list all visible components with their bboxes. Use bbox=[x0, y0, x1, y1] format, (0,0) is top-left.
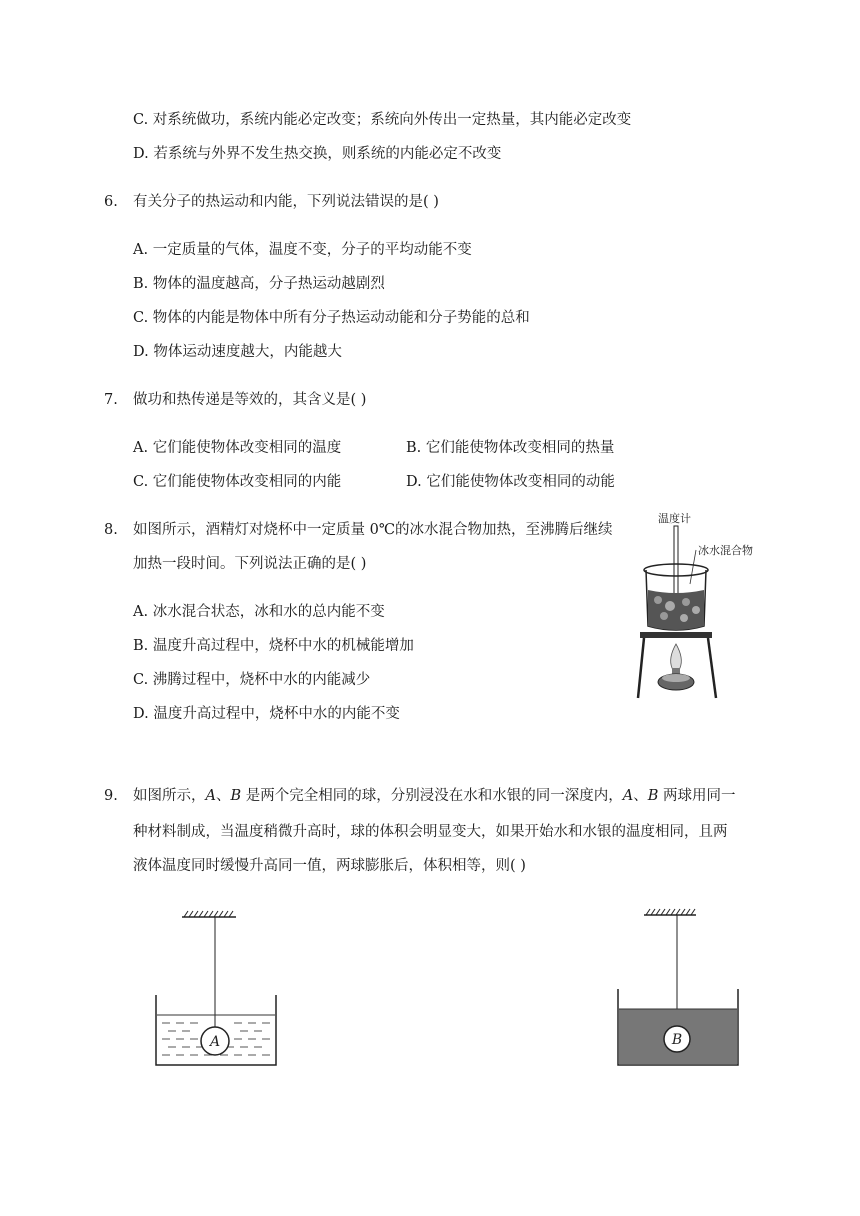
q8-stem-line2: 加热一段时间。下列说法正确的是( ) bbox=[133, 556, 367, 572]
q7-option-a: A. 它们能使物体改变相同的温度 bbox=[133, 440, 342, 456]
q8-option-d: D. 温度升高过程中，烧杯中水的内能不变 bbox=[133, 706, 400, 722]
q6-option-d: D. 物体运动速度越大，内能越大 bbox=[133, 344, 342, 360]
q8-figure-label-mixture: 冰水混合物 bbox=[698, 544, 753, 557]
q8-figure-beaker-lamp bbox=[630, 508, 770, 708]
q9-stem-sep: 、 bbox=[633, 788, 648, 804]
q9-stem-part: 是两个完全相同的球，分别浸没在水和水银的同一深度内， bbox=[241, 788, 623, 804]
q8-number: 8. bbox=[104, 522, 118, 538]
q9-stem-var-b: B bbox=[647, 788, 659, 804]
q7-option-c: C. 它们能使物体改变相同的内能 bbox=[133, 474, 342, 490]
q9-stem-line3: 液体温度同时缓慢升高同一值，两球膨胀后，体积相等，则( ) bbox=[133, 858, 526, 874]
q5-option-c: C. 对系统做功，系统内能必定改变；系统向外传出一定热量，其内能必定改变 bbox=[133, 112, 632, 128]
q9-stem-sep: 、 bbox=[215, 788, 231, 804]
q9-ball-a-label: A bbox=[209, 1034, 221, 1050]
q8-figure-label-thermometer: 温度计 bbox=[658, 512, 691, 525]
q9-stem-var-a: A bbox=[205, 788, 216, 804]
q9-stem-part: 如图所示， bbox=[133, 788, 206, 804]
q9-ball-b-label: B bbox=[671, 1032, 683, 1048]
q8-option-b: B. 温度升高过程中，烧杯中水的机械能增加 bbox=[133, 638, 414, 654]
q5-option-d: D. 若系统与外界不发生热交换，则系统的内能必定不改变 bbox=[133, 146, 502, 162]
q8-stem-line1: 如图所示，酒精灯对烧杯中一定质量 0℃的冰水混合物加热，至沸腾后继续 bbox=[133, 522, 613, 538]
q6-option-c: C. 物体的内能是物体中所有分子热运动动能和分子势能的总和 bbox=[133, 310, 530, 326]
q9-figure-ball-in-water bbox=[150, 905, 300, 1070]
q9-stem-var-a: A bbox=[622, 788, 634, 804]
q7-number: 7. bbox=[104, 392, 118, 408]
q9-number: 9. bbox=[104, 788, 118, 804]
q7-option-b: B. 它们能使物体改变相同的热量 bbox=[406, 440, 615, 456]
q6-option-a: A. 一定质量的气体，温度不变，分子的平均动能不变 bbox=[133, 242, 472, 258]
q9-stem-var-b: B bbox=[230, 788, 242, 804]
q9-stem-part: 两球用同一 bbox=[658, 788, 736, 804]
q9-stem-line1 bbox=[133, 786, 736, 806]
q9-figure-ball-in-mercury bbox=[612, 905, 752, 1070]
q6-stem: 有关分子的热运动和内能，下列说法错误的是( ) bbox=[133, 194, 439, 210]
q8-option-a: A. 冰水混合状态，冰和水的总内能不变 bbox=[133, 604, 385, 620]
q6-number: 6. bbox=[104, 194, 118, 210]
q8-option-c: C. 沸腾过程中，烧杯中水的内能减少 bbox=[133, 672, 371, 688]
q6-option-b: B. 物体的温度越高，分子热运动越剧烈 bbox=[133, 276, 385, 292]
q7-option-d: D. 它们能使物体改变相同的动能 bbox=[406, 474, 615, 490]
q7-stem: 做功和热传递是等效的，其含义是( ) bbox=[133, 392, 367, 408]
q9-stem-line2: 种材料制成，当温度稍微升高时，球的体积会明显变大，如果开始水和水银的温度相同，且两 bbox=[133, 824, 728, 840]
